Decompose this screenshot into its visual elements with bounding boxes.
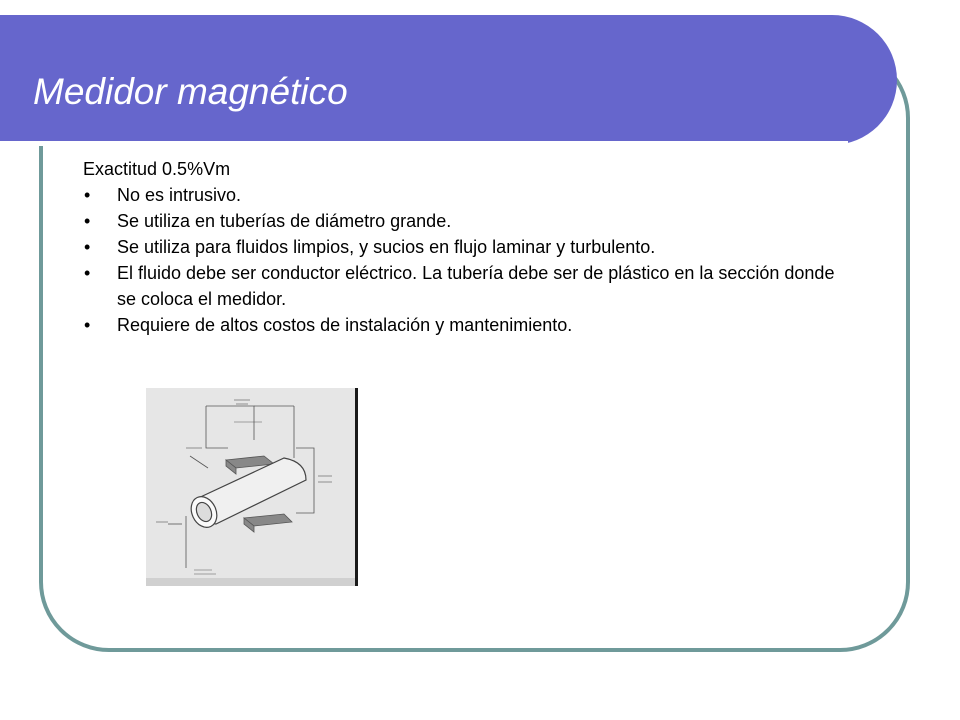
bullet-mark: • xyxy=(84,315,91,335)
bullet-text: Se utiliza para fluidos limpios, y sucios en flujo laminar y turbulento. xyxy=(117,237,656,257)
bullet-list xyxy=(83,182,853,338)
bullet-text: El fluido debe ser conductor eléctrico. La tubería debe ser de plástico en la sección donde se coloca el medidor. xyxy=(117,263,835,309)
bullet-item xyxy=(83,234,853,260)
bullet-text: Requiere de altos costos de instalación y mantenimiento. xyxy=(117,315,573,335)
slide-body xyxy=(83,156,853,338)
title-underline xyxy=(0,141,848,146)
bullet-text: No es intrusivo. xyxy=(117,185,242,205)
bullet-item xyxy=(83,260,853,312)
magnetic-flowmeter-diagram-icon xyxy=(146,388,355,586)
slide-title: Medidor magnético xyxy=(33,71,348,112)
bullet-item xyxy=(83,182,853,208)
bullet-mark: • xyxy=(84,185,91,205)
bullet-mark: • xyxy=(84,263,91,283)
bullet-item xyxy=(83,208,853,234)
bullet-mark: • xyxy=(84,211,91,231)
bullet-item xyxy=(83,312,853,338)
bullet-text: Se utiliza en tuberías de diámetro grande. xyxy=(117,211,452,231)
bullet-mark: • xyxy=(84,237,91,257)
flowmeter-diagram-image xyxy=(146,388,358,586)
intro-line: Exactitud 0.5%Vm xyxy=(83,159,231,179)
